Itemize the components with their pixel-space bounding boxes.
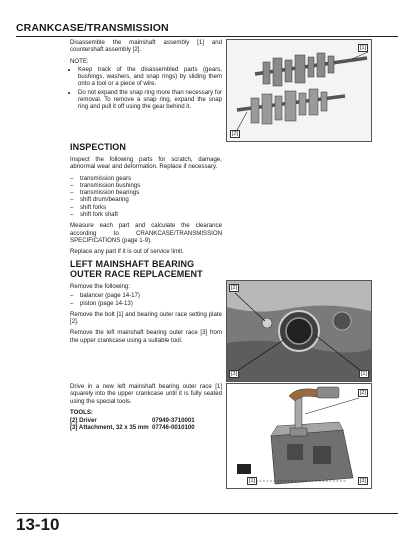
list-item: – transmission bushings bbox=[70, 182, 222, 189]
bearing-block bbox=[70, 259, 222, 348]
bearing-heading: LEFT MAINSHAFT BEARING OUTER RACE REPLACEMENT bbox=[70, 259, 203, 279]
page-number: 13-10 bbox=[16, 515, 60, 534]
list-item: – transmission bearings bbox=[70, 189, 222, 196]
note-item: • Do not expand the snap ring more than necessary for removal. To remove a snap ring, expand the snap ring and pull it off using the gear behind it. bbox=[78, 89, 222, 111]
intro-text: Disassemble the mainshaft assembly [1] and countershaft assembly [2]. bbox=[70, 39, 222, 54]
note-title: NOTE: bbox=[70, 57, 89, 65]
note-list bbox=[70, 66, 222, 111]
inspection-heading: INSPECTION bbox=[70, 142, 127, 152]
inspection-text: Inspect the following parts for scratch, damage, abnormal wear and deformation. Replace if necessary. bbox=[70, 156, 222, 171]
step-drive-race: Drive in a new left mainshaft bearing outer race [1] squarely into the upper crankcase until it is fully seated using the special tools. bbox=[70, 383, 222, 405]
note-item: • Keep track of the disassembled parts (gears, bushings, washers, and snap rings) by sliding them onto a tool or a piece of wire. bbox=[78, 66, 222, 88]
tool-name: [2] Driver bbox=[70, 417, 97, 425]
transmission-shafts-figure bbox=[226, 39, 372, 142]
driver-tool-figure bbox=[226, 383, 372, 489]
list-item: – shift drum/bearing bbox=[70, 196, 222, 203]
list-item: – balancer (page 14-17) bbox=[70, 292, 222, 299]
figure-callout: [2] bbox=[232, 131, 239, 137]
remove-list bbox=[70, 292, 222, 307]
inspection-list bbox=[70, 175, 222, 219]
driver-tool-image bbox=[227, 384, 371, 488]
tool-row bbox=[70, 424, 222, 431]
figure-callout: [2] bbox=[231, 285, 238, 291]
figure-callout: [3] bbox=[359, 478, 366, 484]
tool-number: 07746-0010100 bbox=[152, 424, 195, 432]
figure-callout: [1] bbox=[249, 478, 256, 484]
transmission-shafts-image bbox=[227, 40, 371, 141]
disassembly-block bbox=[70, 39, 222, 115]
figure-callout: [1] bbox=[359, 45, 366, 51]
figure-callout: [3] bbox=[231, 371, 238, 377]
figure-callout: [2] bbox=[359, 390, 366, 396]
header-rule bbox=[16, 36, 398, 37]
remove-title: Remove the following: bbox=[70, 283, 130, 290]
list-item: – shift fork shaft bbox=[70, 211, 222, 218]
measure-text: Measure each part and calculate the clearance according to CRANKCASE/TRANSMISSION SPECIFICATIONS (page 1-9). bbox=[70, 222, 222, 244]
replace-text: Replace any part if it is out of service limit. bbox=[70, 248, 184, 256]
step-remove-bolt: Remove the bolt [1] and bearing outer race setting plate [2]. bbox=[70, 310, 222, 326]
tools-title: TOOLS: bbox=[70, 408, 93, 416]
tool-number: 07949-3710001 bbox=[152, 417, 195, 425]
crankcase-race-figure bbox=[226, 280, 372, 382]
list-item: – piston (page 14-13) bbox=[70, 300, 222, 307]
step-remove-race: Remove the left mainshaft bearing outer race [3] from the upper crankcase using a suitable tool. bbox=[70, 329, 222, 344]
tool-name: [3] Attachment, 32 x 35 mm bbox=[70, 424, 149, 432]
install-block bbox=[70, 383, 222, 432]
tool-row bbox=[70, 417, 222, 424]
section-header: CRANKCASE/TRANSMISSION bbox=[16, 22, 169, 34]
footer-rule bbox=[16, 513, 398, 514]
figure-callout: [1] bbox=[360, 371, 367, 377]
inspection-block bbox=[70, 142, 222, 260]
list-item: – transmission gears bbox=[70, 175, 222, 182]
list-item: – shift forks bbox=[70, 204, 222, 211]
crankcase-race-image bbox=[227, 281, 371, 381]
